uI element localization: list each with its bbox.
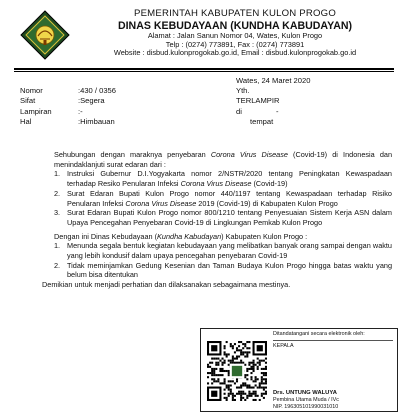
signatory-title: KEPALA <box>273 343 294 349</box>
meta-value: :Segera <box>78 96 105 106</box>
meta-value: :430 / 0356 <box>78 86 117 95</box>
signatory-nip: NIP. 196305101990031010 <box>273 404 339 410</box>
e-sign-note: Ditandatangani secara elektronik oleh: <box>273 331 365 337</box>
action-item: 2. Tidak meminjamkan Gedung Kesenian dan Taman Budaya Kulon Progo hingga batas waktu yang belum bisa ditentukan <box>54 260 392 280</box>
department-name: DINAS KEBUDAYAAN (KUNDHA KABUDAYAN) <box>117 20 353 33</box>
office-phone: Telp : (0274) 773891, Fax : (0274) 773891 <box>165 39 305 49</box>
letter-body <box>42 150 393 290</box>
action-item: 1. Menunda segala bentuk kegiatan kebudayaan yang melibatkan banyak orang sampai dengan waktu yang lebih kondusif dalam upaya pencegahan penyebaran Covid-19 <box>54 241 392 261</box>
meta-label: Lampiran <box>20 106 52 116</box>
action-list <box>54 241 392 280</box>
addressee-recipient: TERLAMPIR <box>236 96 280 106</box>
meta-row-sifat <box>20 96 116 106</box>
e-signature-box <box>200 328 398 412</box>
letter-date: Wates, 24 Maret 2020 <box>236 76 311 85</box>
meta-row-lampiran <box>20 107 116 117</box>
addressee-location: di - <box>236 106 279 116</box>
kulon-progo-emblem-icon <box>20 10 70 60</box>
meta-label: Sifat <box>20 96 36 106</box>
letter-meta <box>20 86 116 128</box>
instruction-intro: Dengan ini Dinas Kebudayaan (Kundha Kabudayan) Kabupaten Kulon Progo : <box>54 231 308 241</box>
reference-item: 3. Surat Edaran Bupati Kulon Progo nomor 800/1210 tentang Penyesuaian Sistem Kerja ASN dalam Upaya Pencegahan Penyebaran Covid-19 di Lingkungan Pemkab Kulon Progo <box>54 208 392 227</box>
addressee-place: tempat <box>250 117 274 127</box>
meta-value: :Himbauan <box>78 117 115 127</box>
reference-list <box>54 169 392 227</box>
qr-code-icon <box>207 341 267 401</box>
signatory-rank: Pembina Utama Muda / IVc <box>273 397 339 403</box>
letterhead <box>76 8 394 58</box>
meta-label: Nomor <box>20 86 43 95</box>
office-address: Alamat : Jalan Sanun Nomor 04, Wates, Kulon Progo <box>147 31 323 41</box>
letterhead-rule-thin <box>14 71 394 72</box>
reference-item: 1. Instruksi Gubernur D.I.Yogyakarta nomor 2/NSTR/2020 tentang Peningkatan Kewaspadaan terhadap Resiko Penularan Infeksi Corona Virus Disease (Covid-19) <box>54 169 392 189</box>
meta-value: :- <box>78 106 83 116</box>
government-name: PEMERINTAH KABUPATEN KULON PROGO <box>133 8 337 19</box>
meta-label: Hal <box>20 117 32 127</box>
closing-paragraph: Demikian untuk menjadi perhatian dan dilaksanakan sebagaimana mestinya. <box>42 280 291 290</box>
meta-row-hal <box>20 117 116 127</box>
signatory <box>273 331 393 411</box>
addressee-greeting: Yth. <box>236 86 250 95</box>
addressee <box>236 86 279 128</box>
office-website: Website : disbud.kulonprogokab.go.id, Email : disbud.kulonprogokab.go.id <box>113 48 357 58</box>
opening-paragraph: Sehubungan dengan maraknya penyebaran Corona Virus Disease (Covid-19) di Indonesia dan menindaklanjuti surat edaran dari : <box>54 150 393 169</box>
reference-item: 2. Surat Edaran Bupati Kulon Progo nomor 440/1197 tentang Kewaspadaan terhadap Risiko Penularan Infeksi Corona Virus Disease 2019 (Covid-19) di Kabupaten Kulon Progo <box>54 188 392 208</box>
meta-row-nomor <box>20 86 116 96</box>
signatory-name: Drs. UNTUNG WALUYA <box>273 390 337 396</box>
letterhead-rule-thick <box>14 68 394 70</box>
